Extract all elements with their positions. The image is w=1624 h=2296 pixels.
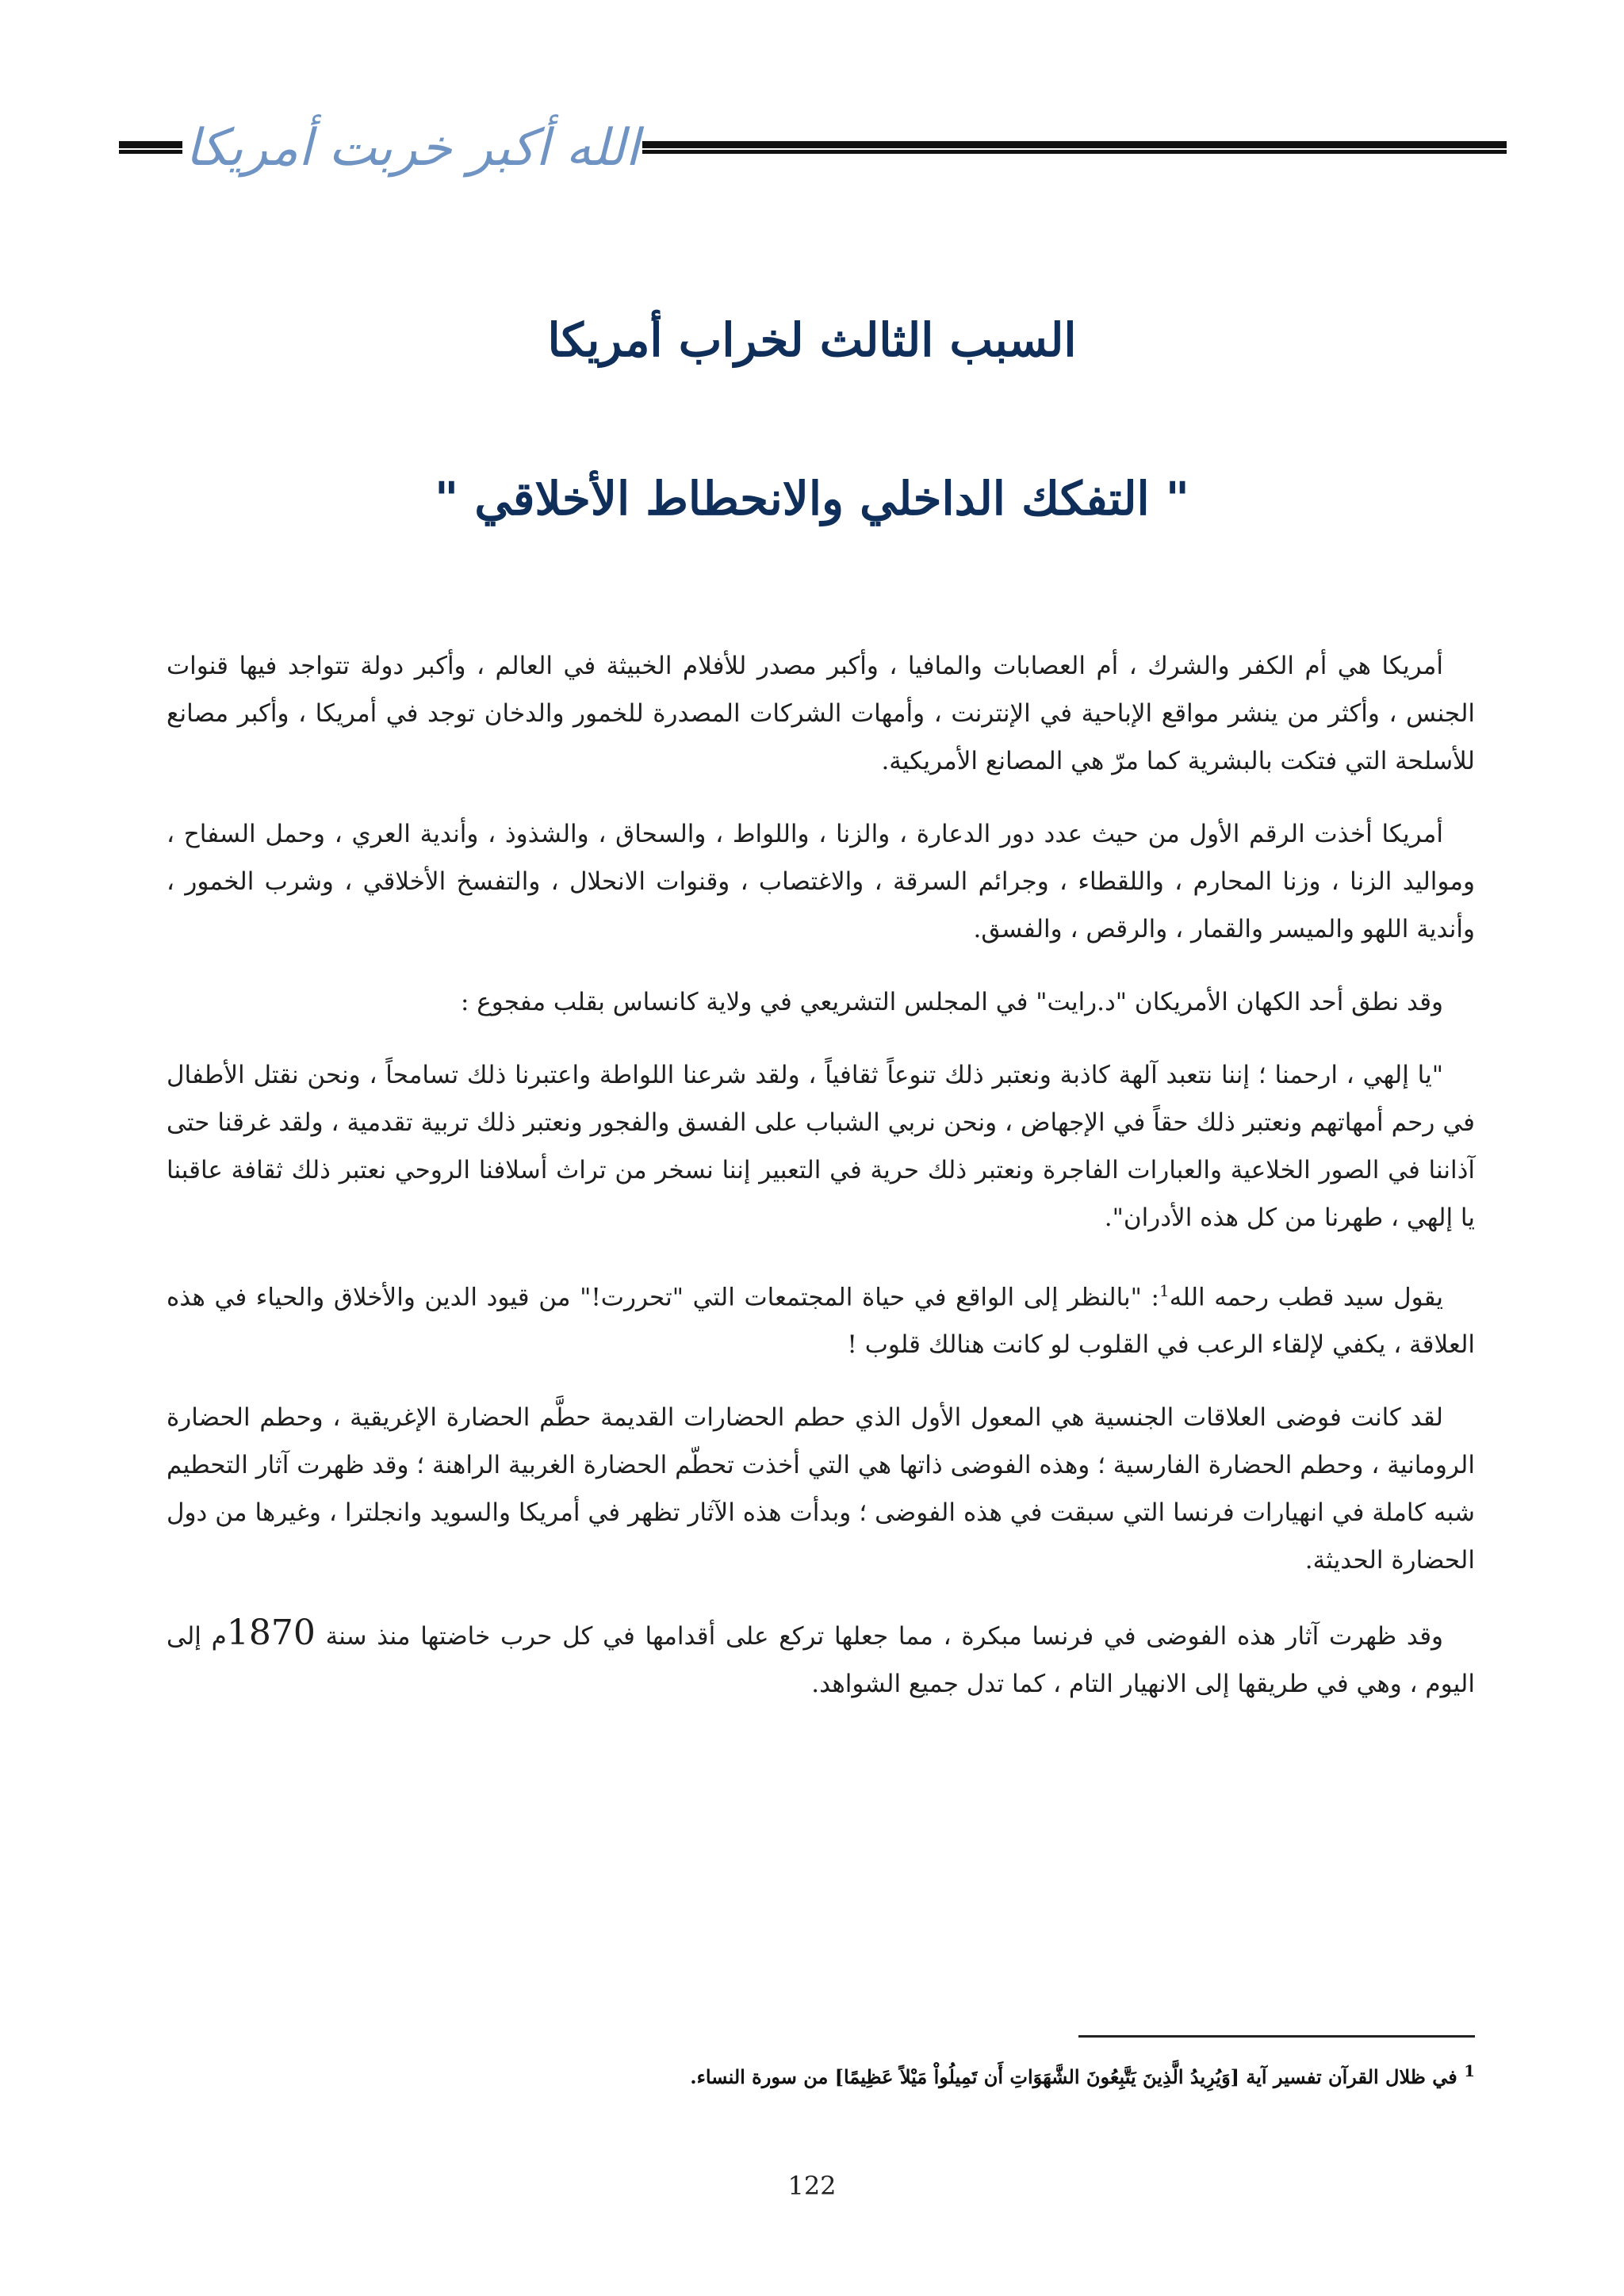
- footnote-separator: [1078, 2035, 1475, 2038]
- chapter-title: السبب الثالث لخراب أمريكا: [547, 313, 1077, 367]
- paragraph-7-lead: وقد ظهرت آثار هذه الفوضى في فرنسا مبكرة ، مما جعلها تركع على أقدامها في كل حرب خاضتها منذ سنة: [315, 1622, 1443, 1651]
- footnote-reference: 1: [1159, 1281, 1170, 1300]
- paragraph-7: [167, 1609, 1475, 1708]
- paragraph-5-lead: يقول سيد قطب رحمه الله: [1169, 1283, 1443, 1312]
- paragraph-4-quote: "يا إلهي ، ارحمنا ؛ إننا نتعبد آلهة كاذبة ونعتبر ذلك تنوعاً ثقافياً ، ولقد شرعنا اللواطة واعتبرنا ذلك تسامحاً ، ونحن نقتل الأطفال في رحم أمهاتهم ونعتبر ذلك حقاً في الإجهاض ، ونحن نربي الشباب على الفسق والفجور ونعتبر ذلك تربية تقدمية ، ولقد غرقنا حتى آذاننا في الصور الخلاعية والعبارات الفاجرة ونعتبر ذلك حرية في التعبير إننا نسخر من تراث أسلافنا الروحي نعتبر ذلك ثقافة عاقبنا يا إلهي ، طهرنا من كل هذه الأدران".: [167, 1061, 1475, 1232]
- year-1870: 1870: [226, 1613, 316, 1654]
- chapter-subtitle: " التفكك الداخلي والانحطاط الأخلاقي ": [434, 472, 1190, 526]
- logo-text: الله أكبر خربت أمريكا: [185, 119, 640, 178]
- footnote: [167, 2055, 1475, 2093]
- page-number: 122: [787, 2171, 837, 2201]
- footnote-number: 1: [1464, 2061, 1475, 2080]
- paragraph-6: لقد كانت فوضى العلاقات الجنسية هي المعول الأول الذي حطم الحضارات القديمة حطَّم الحضارة الإغريقية ، وحطم الحضارة الرومانية ، وحطم الحضارة الفارسية ؛ وهذه الفوضى ذاتها هي التي أخذت تحطّم الحضارة الغربية الراهنة ؛ وقد ظهرت آثار التحطيم شبه كاملة في انهيارات فرنسا التي سبقت في هذه الفوضى ؛ وبدأت هذه الآثار تظهر في أمريكا والسويد وانجلترا ، وغيرها من دول الحضارة الحديثة.: [167, 1403, 1475, 1575]
- page-header: [119, 105, 1507, 192]
- body-text: [167, 642, 1475, 1733]
- header-calligraphy-logo: [185, 105, 640, 192]
- paragraph-7-tail: م إلى اليوم ، وهي في طريقها إلى الانهيار التام ، كما تدل جميع الشواهد.: [167, 1622, 1475, 1699]
- paragraph-5: [167, 1267, 1475, 1368]
- header-double-rule-right: [642, 141, 1507, 154]
- paragraph-3: وقد نطق أحد الكهان الأمريكان "د.رايت" في المجلس التشريعي في ولاية كانساس بقلب مفجوع :: [460, 988, 1443, 1016]
- paragraph-5-quote: : "بالنظر إلى الواقع في حياة المجتمعات التي "تحررت!" من قيود الدين والأخلاق والحياء في هذه العلاقة ، يكفي لإلقاء الرعب في القلوب لو كانت هنالك قلوب !: [167, 1283, 1475, 1360]
- paragraph-2: أمريكا أخذت الرقم الأول من حيث عدد دور الدعارة ، والزنا ، واللواط ، والسحاق ، والشذوذ ، وأندية العري ، وحمل السفاح ، ومواليد الزنا ، وزنا المحارم ، واللقطاء ، وجرائم السرقة ، والاغتصاب ، وقنوات الانحلال ، والتفسخ الأخلاقي ، وشرب الخمور ، وأندية اللهو والميسر والقمار ، والرقص ، والفسق.: [167, 820, 1475, 943]
- header-double-rule-left: [119, 141, 182, 154]
- footnote-text: في ظلال القرآن تفسير آية [وَيُرِيدُ الَّذِينَ يَتَّبِعُونَ الشَّهَوَاتِ أَن تَمِيلُواْ مَيْلاً عَظِيمًا] من سورة النساء.: [690, 2065, 1465, 2088]
- paragraph-1: أمريكا هي أم الكفر والشرك ، أم العصابات والمافيا ، وأكبر مصدر للأفلام الخبيثة في العالم ، وأكبر دولة تتواجد فيها قنوات الجنس ، وأكثر من ينشر مواقع الإباحية في الإنترنت ، وأمهات الشركات المصدرة للخمور والدخان توجد في أمريكا ، وأكبر مصانع للأسلحة التي فتكت بالبشرية كما مرّ هي المصانع الأمريكية.: [167, 652, 1475, 775]
